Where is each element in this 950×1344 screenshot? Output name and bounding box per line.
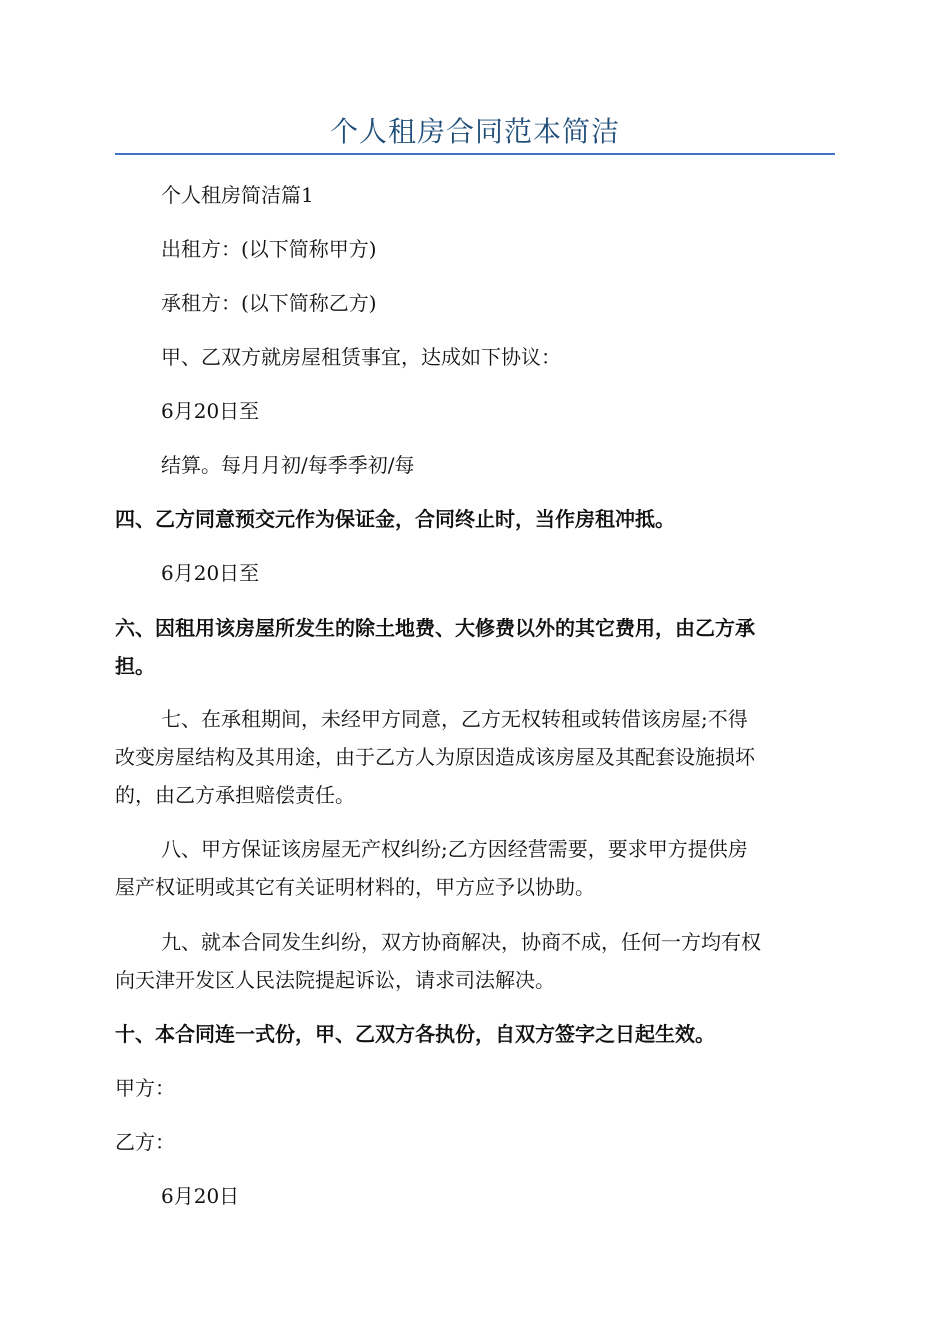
document-title: 个人租房合同范本简洁 (329, 115, 620, 148)
signature-date: 6月20日 (161, 1184, 240, 1208)
clause-nine (115, 923, 835, 999)
clause-seven (115, 700, 835, 814)
clause-six-line-1: 六、因租用该房屋所发生的除土地费、大修费以外的其它费用，由乙方承 (115, 616, 755, 640)
clause-eight-line-2: 屋产权证明或其它有关证明材料的，甲方应予以协助。 (115, 875, 595, 899)
clause-seven-line-1: 七、在承租期间，未经甲方同意，乙方无权转租或转借该房屋;不得 (161, 707, 748, 731)
paragraph-lessor: 出租方：(以下简称甲方) (161, 237, 377, 261)
signature-party-b: 乙方： (115, 1130, 175, 1154)
signature-party-a: 甲方： (115, 1076, 175, 1100)
paragraph-settlement: 结算。每月月初/每季季初/每 (161, 453, 415, 477)
title-underline (115, 153, 835, 155)
clause-four: 四、乙方同意预交元作为保证金，合同终止时，当作房租冲抵。 (115, 507, 675, 531)
paragraph-agreement: 甲、乙双方就房屋租赁事宜，达成如下协议： (161, 345, 561, 369)
clause-eight (115, 830, 835, 906)
clause-nine-line-1: 九、就本合同发生纠纷，双方协商解决，协商不成，任何一方均有权 (161, 930, 761, 954)
clause-ten: 十、本合同连一式份，甲、乙双方各执份，自双方签字之日起生效。 (115, 1022, 715, 1046)
paragraph-lessee: 承租方：(以下简称乙方) (161, 291, 377, 315)
clause-seven-line-2: 改变房屋结构及其用途，由于乙方人为原因造成该房屋及其配套设施损坏 (115, 745, 755, 769)
clause-seven-line-3: 的，由乙方承担赔偿责任。 (115, 783, 355, 807)
paragraph-date-range-1: 6月20日至 (161, 399, 260, 423)
paragraph-heading: 个人租房简洁篇1 (161, 183, 314, 207)
clause-eight-line-1: 八、甲方保证该房屋无产权纠纷;乙方因经营需要，要求甲方提供房 (161, 837, 748, 861)
clause-six (115, 609, 835, 685)
paragraph-date-range-2: 6月20日至 (161, 561, 260, 585)
clause-six-line-2: 担。 (115, 654, 155, 678)
clause-nine-line-2: 向天津开发区人民法院提起诉讼，请求司法解决。 (115, 968, 555, 992)
